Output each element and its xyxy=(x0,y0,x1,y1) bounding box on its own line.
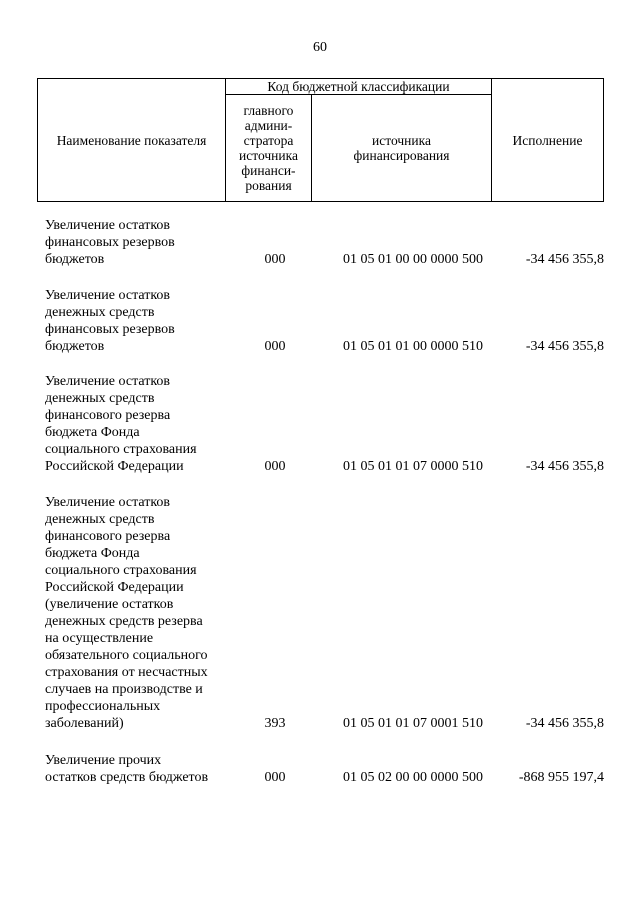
row-source-code: 01 05 01 01 07 0000 510 xyxy=(343,459,483,474)
header-name-column: Наименование показателя xyxy=(56,132,207,148)
row-name: Увеличение остатков денежных средств финансового резерва бюджета Фонда социального страхования Российской Федерации xyxy=(45,374,197,474)
row-admin-code: 000 xyxy=(264,770,286,785)
row-source-code: 01 05 01 00 00 0000 500 xyxy=(343,252,483,267)
row-execution: -34 456 355,8 xyxy=(525,339,604,354)
row-name: Увеличение остатков денежных средств финансовых резервов бюджетов xyxy=(45,288,175,354)
header-source-column: источника финансирования xyxy=(353,133,450,163)
row-execution: -868 955 197,4 xyxy=(518,770,604,785)
row-admin-code: 000 xyxy=(264,339,286,354)
row-source-code: 01 05 01 01 07 0001 510 xyxy=(343,716,483,731)
row-execution: -34 456 355,8 xyxy=(525,459,604,474)
header-exec-column: Исполнение xyxy=(512,132,583,148)
header-code-group: Код бюджетной классификации xyxy=(267,79,450,94)
table-row xyxy=(0,752,640,786)
row-name: Увеличение прочих остатков средств бюджетов xyxy=(45,753,209,785)
row-name: Увеличение остатков денежных средств финансового резерва бюджета Фонда социального страхования Российской Федерации (увеличение остатков денежных средств резерва на осуществление обязательного социального страхования от несчастных случаев на производстве и профессиональных заболеваний) xyxy=(45,495,208,731)
row-admin-code: 000 xyxy=(264,252,286,267)
page-number: 60 xyxy=(313,40,327,55)
table-row xyxy=(0,373,640,475)
row-execution: -34 456 355,8 xyxy=(525,716,604,731)
table-row xyxy=(0,287,640,355)
row-source-code: 01 05 01 01 00 0000 510 xyxy=(343,339,483,354)
row-source-code: 01 05 02 00 00 0000 500 xyxy=(343,770,483,785)
row-name: Увеличение остатков финансовых резервов бюджетов xyxy=(45,218,175,267)
table-row xyxy=(0,494,640,732)
row-admin-code: 000 xyxy=(264,459,286,474)
row-admin-code: 393 xyxy=(264,716,286,731)
row-execution: -34 456 355,8 xyxy=(525,252,604,267)
table-row xyxy=(0,217,640,268)
header-admin-column: главного админи- стратора источника финанси- рования xyxy=(239,103,298,193)
